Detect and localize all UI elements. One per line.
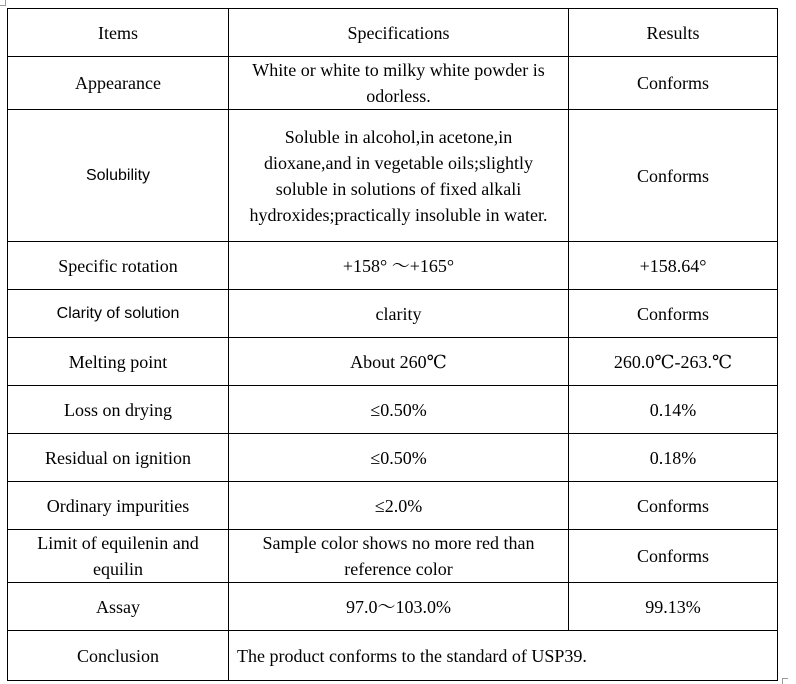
item-cell: Residual on ignition	[8, 434, 229, 482]
table-row	[8, 242, 778, 290]
result-cell: Conforms	[569, 110, 778, 242]
table-row	[8, 338, 778, 386]
conclusion-text: The product conforms to the standard of USP39.	[229, 631, 778, 681]
item-cell: Specific rotation	[8, 242, 229, 290]
table-row	[8, 482, 778, 530]
result-cell: Conforms	[569, 290, 778, 338]
result-cell: +158.64°	[569, 242, 778, 290]
spec-cell: clarity	[229, 290, 569, 338]
table-header-row	[8, 9, 778, 57]
table-row	[8, 290, 778, 338]
result-cell: Conforms	[569, 530, 778, 583]
spec-cell: White or white to milky white powder is odorless.	[229, 57, 569, 110]
result-cell: 0.18%	[569, 434, 778, 482]
spec-cell: ≤0.50%	[229, 434, 569, 482]
item-cell: Melting point	[8, 338, 229, 386]
conclusion-label: Conclusion	[8, 631, 229, 681]
result-cell: 0.14%	[569, 386, 778, 434]
spec-cell: 97.0～103.0%	[229, 583, 569, 631]
table-row	[8, 530, 778, 583]
item-cell: Limit of equilenin and equilin	[8, 530, 229, 583]
spec-cell: Sample color shows no more red than reference color	[229, 530, 569, 583]
spec-cell: ≤0.50%	[229, 386, 569, 434]
spec-cell: About 260℃	[229, 338, 569, 386]
result-cell: 99.13%	[569, 583, 778, 631]
result-cell: 260.0℃-263.℃	[569, 338, 778, 386]
header-items: Items	[8, 9, 229, 57]
item-cell: Appearance	[8, 57, 229, 110]
table-row	[8, 583, 778, 631]
table-row	[8, 434, 778, 482]
table-row	[8, 386, 778, 434]
result-cell: Conforms	[569, 57, 778, 110]
specification-table	[7, 8, 778, 681]
result-cell: Conforms	[569, 482, 778, 530]
conclusion-row	[8, 631, 778, 681]
table-row	[8, 57, 778, 110]
header-results: Results	[569, 9, 778, 57]
corner-mark-top-left	[0, 0, 6, 6]
item-cell: Clarity of solution	[8, 290, 229, 338]
spec-cell: +158° ～+165°	[229, 242, 569, 290]
item-cell: Solubility	[8, 110, 229, 242]
item-cell: Loss on drying	[8, 386, 229, 434]
header-specifications: Specifications	[229, 9, 569, 57]
table-row	[8, 110, 778, 242]
corner-mark-bottom-right	[782, 678, 788, 684]
item-cell: Assay	[8, 583, 229, 631]
item-cell: Ordinary impurities	[8, 482, 229, 530]
spec-cell: ≤2.0%	[229, 482, 569, 530]
spec-cell: Soluble in alcohol,in acetone,in dioxane,and in vegetable oils;slightly soluble in solutions of fixed alkali hydroxides;practically insoluble in water.	[229, 110, 569, 242]
